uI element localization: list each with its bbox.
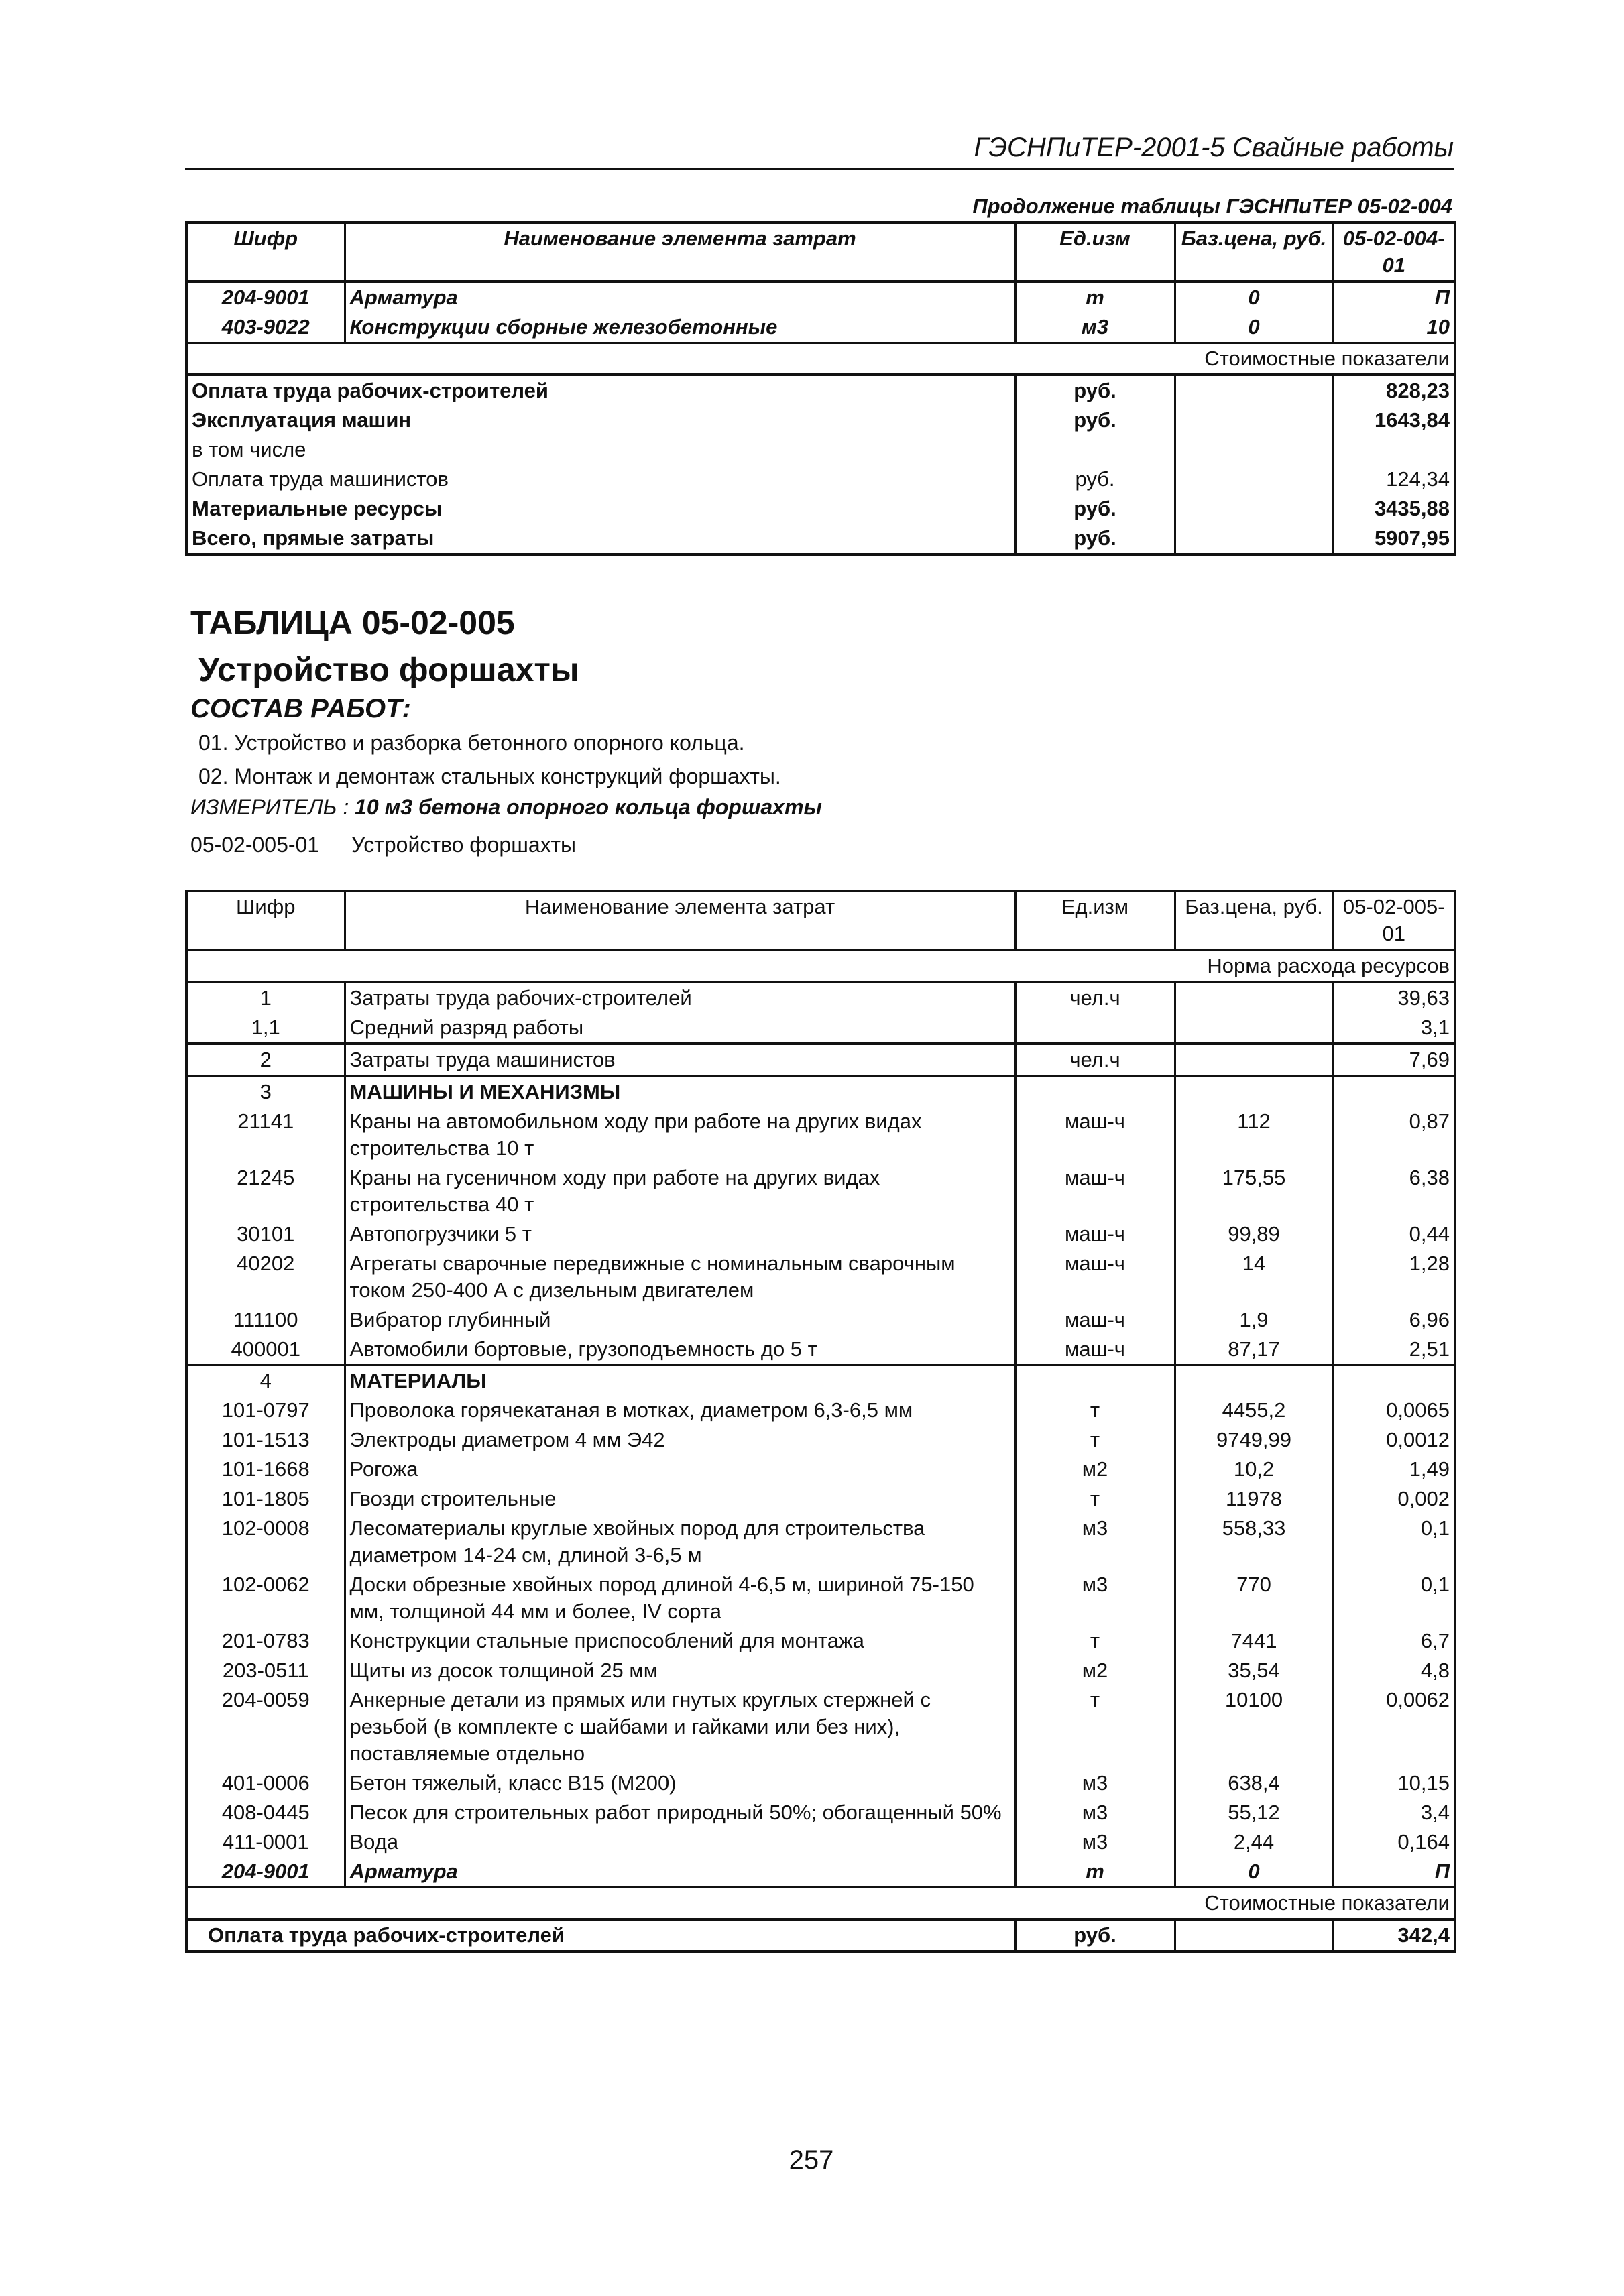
- cost-price: [1175, 375, 1333, 406]
- cell-norm: 0,0012: [1333, 1425, 1455, 1455]
- cost-name: Оплата труда машинистов: [192, 467, 449, 491]
- cost-row: [186, 435, 1455, 465]
- section-label: Стоимостные показатели: [1204, 1891, 1450, 1915]
- cell-code: 400001: [231, 1337, 300, 1361]
- cell-unit: т: [1015, 282, 1175, 312]
- materials-list: [186, 1396, 1455, 1857]
- cell-name: Щиты из досок толщиной 25 мм: [345, 1656, 1015, 1685]
- table-header-row: [186, 223, 1455, 282]
- cost-value: 3435,88: [1333, 494, 1455, 524]
- table-row: [186, 1455, 1455, 1484]
- table-row: [186, 1514, 1455, 1570]
- section-label-row: [186, 1888, 1455, 1920]
- cost-row: [186, 494, 1455, 524]
- cell-price: 0: [1175, 312, 1333, 343]
- cell-unit: маш-ч: [1015, 1335, 1175, 1366]
- cell-price: 2,44: [1175, 1827, 1333, 1857]
- col-header-code: Шифр: [236, 895, 296, 918]
- cell-code: 1: [259, 986, 272, 1010]
- table-row: [186, 1827, 1455, 1857]
- cell-unit: т: [1015, 1484, 1175, 1514]
- cell-unit: т: [1015, 1857, 1175, 1888]
- cell-norm: 1,49: [1333, 1455, 1455, 1484]
- cost-price: [1175, 435, 1333, 465]
- table-row: [186, 1768, 1455, 1798]
- col-header-unit: Ед.изм: [1015, 891, 1175, 950]
- cell-code: 3: [259, 1080, 272, 1103]
- table-05-02-004-continuation: [185, 221, 1456, 556]
- cell-norm: 0,1: [1333, 1570, 1455, 1626]
- cell-norm: 2,51: [1333, 1335, 1455, 1366]
- table-continuation-caption: Продолжение таблицы ГЭСНПиТЕР 05-02-004: [972, 194, 1452, 218]
- table-row: [186, 1013, 1455, 1044]
- cell-norm: 0,164: [1333, 1827, 1455, 1857]
- cell-norm: 0,002: [1333, 1484, 1455, 1514]
- cell-name: Затраты труда машинистов: [345, 1044, 1015, 1076]
- cell-price: 0: [1175, 1857, 1333, 1888]
- header-rule: [185, 168, 1454, 170]
- cost-value: 5907,95: [1333, 524, 1455, 554]
- cell-price: 35,54: [1175, 1656, 1333, 1685]
- cell-price: 4455,2: [1175, 1396, 1333, 1425]
- table-row: [186, 1798, 1455, 1827]
- cell-price: 770: [1175, 1570, 1333, 1626]
- cell-price: [1175, 1044, 1333, 1076]
- measure-label: ИЗМЕРИТЕЛЬ :: [190, 795, 349, 819]
- cell-norm: 0,0062: [1333, 1685, 1455, 1768]
- col-header-unit: Ед.изм: [1015, 223, 1175, 282]
- group-header-row: [186, 1076, 1455, 1107]
- cost-unit: руб.: [1015, 465, 1175, 494]
- cost-unit: руб.: [1015, 524, 1175, 554]
- cell-norm: 6,38: [1333, 1163, 1455, 1219]
- cell-code: 201-0783: [221, 1629, 310, 1652]
- cell-price: 1,9: [1175, 1305, 1333, 1335]
- page-number: 257: [789, 2145, 834, 2175]
- cell-norm: 0,1: [1333, 1514, 1455, 1570]
- cell-code: 101-1668: [221, 1457, 310, 1481]
- cell-code: 101-1805: [221, 1487, 310, 1510]
- cost-name: Эксплуатация машин: [192, 408, 412, 432]
- table-row: [186, 982, 1455, 1013]
- cell-price: 99,89: [1175, 1219, 1333, 1249]
- cell-unit: м3: [1015, 1570, 1175, 1626]
- cell-price: 175,55: [1175, 1163, 1333, 1219]
- cell-name: Вода: [345, 1827, 1015, 1857]
- cell-name: Рогожа: [345, 1455, 1015, 1484]
- cost-price: [1175, 465, 1333, 494]
- measure-value: 10 м3 бетона опорного кольца форшахты: [355, 795, 822, 819]
- cost-unit: руб.: [1015, 406, 1175, 435]
- cost-value: 124,34: [1333, 465, 1455, 494]
- cell-code: 204-9001: [221, 1860, 310, 1883]
- cell-name: Краны на автомобильном ходу при работе на других видах строительства 10 т: [345, 1107, 1015, 1163]
- cell-norm: 0,87: [1333, 1107, 1455, 1163]
- cell-unit: т: [1015, 1425, 1175, 1455]
- cost-price: [1175, 1919, 1333, 1951]
- table-row: [186, 312, 1455, 343]
- cell-price: 10,2: [1175, 1455, 1333, 1484]
- cell-unit: м3: [1015, 312, 1175, 343]
- col-header-code: Шифр: [233, 227, 298, 250]
- cell-code: 101-1513: [221, 1428, 310, 1451]
- cell-norm: 0,44: [1333, 1219, 1455, 1249]
- cell-unit: маш-ч: [1015, 1249, 1175, 1305]
- cost-name: Всего, прямые затраты: [192, 526, 434, 550]
- cell-code: 408-0445: [221, 1801, 310, 1824]
- cost-unit: руб.: [1015, 494, 1175, 524]
- cell-code: 403-9022: [221, 315, 310, 339]
- section-label: Норма расхода ресурсов: [1207, 954, 1450, 977]
- col-header-name: Наименование элемента затрат: [345, 891, 1015, 950]
- cost-unit: руб.: [1015, 1919, 1175, 1951]
- measure-line: [190, 795, 822, 820]
- machines-list: [186, 1107, 1455, 1366]
- cost-row: [186, 1919, 1455, 1951]
- cost-price: [1175, 524, 1333, 554]
- cell-norm: 0,0065: [1333, 1396, 1455, 1425]
- cell-norm: 10,15: [1333, 1768, 1455, 1798]
- cost-unit: руб.: [1015, 375, 1175, 406]
- table-05-02-005: [185, 890, 1456, 1953]
- cell-price: [1175, 1013, 1333, 1044]
- group-title: МАШИНЫ И МЕХАНИЗМЫ: [345, 1076, 1015, 1107]
- table-row: [186, 1107, 1455, 1163]
- cell-unit: маш-ч: [1015, 1107, 1175, 1163]
- cell-code: 411-0001: [222, 1830, 309, 1854]
- section-label: Стоимостные показатели: [1204, 347, 1450, 370]
- cell-code: 204-9001: [221, 286, 310, 309]
- cost-row: [186, 524, 1455, 554]
- cell-price: 11978: [1175, 1484, 1333, 1514]
- cell-name: Автопогрузчики 5 т: [345, 1219, 1015, 1249]
- cell-norm: 6,96: [1333, 1305, 1455, 1335]
- cost-value: 1643,84: [1333, 406, 1455, 435]
- table-row: [186, 1484, 1455, 1514]
- table-row: [186, 1626, 1455, 1656]
- cell-name: Лесоматериалы круглые хвойных пород для строительства диаметром 14-24 см, длиной 3-6,5 м: [345, 1514, 1015, 1570]
- group-header-row: [186, 1366, 1455, 1396]
- cell-norm: 7,69: [1333, 1044, 1455, 1076]
- table-row: [186, 1305, 1455, 1335]
- cell-unit: м3: [1015, 1798, 1175, 1827]
- cost-row: [186, 465, 1455, 494]
- cell-price: 638,4: [1175, 1768, 1333, 1798]
- cell-name: Конструкции сборные железобетонные: [345, 312, 1015, 343]
- cell-name: Проволока горячекатаная в мотках, диаметром 6,3-6,5 мм: [345, 1396, 1015, 1425]
- cell-price: 7441: [1175, 1626, 1333, 1656]
- cell-norm: 3,4: [1333, 1798, 1455, 1827]
- cell-norm: 6,7: [1333, 1626, 1455, 1656]
- norm-code: 05-02-005-01: [190, 833, 320, 857]
- cell-code: 102-0062: [221, 1573, 310, 1596]
- cell-code: 40202: [237, 1252, 295, 1275]
- cell-unit: м3: [1015, 1827, 1175, 1857]
- cell-code: 21245: [237, 1166, 295, 1189]
- col-header-price: Баз.цена, руб.: [1175, 891, 1333, 950]
- cell-unit: т: [1015, 1685, 1175, 1768]
- cell-code: 102-0008: [221, 1516, 310, 1540]
- cell-name: Краны на гусеничном ходу при работе на других видах строительства 40 т: [345, 1163, 1015, 1219]
- section-label-row: [186, 343, 1455, 375]
- table-row: [186, 1044, 1455, 1076]
- table-row: [186, 1857, 1455, 1888]
- cost-value: [1333, 435, 1455, 465]
- cell-name: Доски обрезные хвойных пород длиной 4-6,5 м, шириной 75-150 мм, толщиной 44 мм и более, IV сорта: [345, 1570, 1015, 1626]
- cell-name: Песок для строительных работ природный 50%; обогащенный 50%: [345, 1798, 1015, 1827]
- cell-price: 112: [1175, 1107, 1333, 1163]
- cell-price: [1175, 982, 1333, 1013]
- cost-price: [1175, 406, 1333, 435]
- cell-price: 0: [1175, 282, 1333, 312]
- table-number-title: ТАБЛИЦА 05-02-005: [190, 604, 515, 642]
- cell-price: 10100: [1175, 1685, 1333, 1768]
- table-row: [186, 1425, 1455, 1455]
- norm-code-line: [190, 833, 576, 857]
- table-row: [186, 1163, 1455, 1219]
- cell-unit: м2: [1015, 1455, 1175, 1484]
- cell-code: 204-0059: [221, 1688, 310, 1711]
- cell-unit: м3: [1015, 1514, 1175, 1570]
- cell-code: 401-0006: [221, 1771, 310, 1795]
- cell-name: Гвозди строительные: [345, 1484, 1015, 1514]
- cell-code: 30101: [237, 1222, 295, 1246]
- cell-norm: 3,1: [1333, 1013, 1455, 1044]
- cell-code: 111100: [233, 1308, 298, 1331]
- cell-name: Арматура: [345, 282, 1015, 312]
- table-row: [186, 1219, 1455, 1249]
- cost-value: 828,23: [1333, 375, 1455, 406]
- cell-name: Автомобили бортовые, грузоподъемность до 5 т: [345, 1335, 1015, 1366]
- cell-name: Арматура: [345, 1857, 1015, 1888]
- table-row: [186, 1396, 1455, 1425]
- cell-name: Средний разряд работы: [345, 1013, 1015, 1044]
- cell-code: 203-0511: [222, 1658, 309, 1682]
- cell-unit: маш-ч: [1015, 1219, 1175, 1249]
- cell-name: Затраты труда рабочих-строителей: [345, 982, 1015, 1013]
- cell-code: 4: [259, 1369, 272, 1392]
- col-header-price: Баз.цена, руб.: [1175, 223, 1333, 282]
- table-header-row: [186, 891, 1455, 950]
- table-row: [186, 282, 1455, 312]
- group-title: МАТЕРИАЛЫ: [345, 1366, 1015, 1396]
- cell-price: 9749,99: [1175, 1425, 1333, 1455]
- cell-name: Вибратор глубинный: [345, 1305, 1015, 1335]
- cell-unit: чел.ч: [1015, 982, 1175, 1013]
- cell-code: 2: [259, 1048, 272, 1071]
- cell-name: Бетон тяжелый, класс В15 (М200): [345, 1768, 1015, 1798]
- cell-unit: [1015, 1013, 1175, 1044]
- cost-value: 342,4: [1333, 1919, 1455, 1951]
- table-row: [186, 1656, 1455, 1685]
- cell-norm: 10: [1333, 312, 1455, 343]
- section-label-row: [186, 950, 1455, 982]
- cell-unit: т: [1015, 1396, 1175, 1425]
- page-header: ГЭСНПиТЕР-2001-5 Свайные работы: [974, 133, 1454, 162]
- cost-unit: [1015, 435, 1175, 465]
- cell-price: 87,17: [1175, 1335, 1333, 1366]
- work-item: 01. Устройство и разборка бетонного опорного кольца.: [198, 731, 745, 755]
- norm-code-name: Устройство форшахты: [351, 833, 576, 857]
- cell-price: 55,12: [1175, 1798, 1333, 1827]
- cell-unit: м2: [1015, 1656, 1175, 1685]
- cell-unit: маш-ч: [1015, 1305, 1175, 1335]
- cell-unit: маш-ч: [1015, 1163, 1175, 1219]
- cost-name: Оплата труда рабочих-строителей: [208, 1923, 565, 1947]
- cell-unit: чел.ч: [1015, 1044, 1175, 1076]
- table-row: [186, 1249, 1455, 1305]
- cell-name: Агрегаты сварочные передвижные с номинальным сварочным током 250-400 А с дизельным двигателем: [345, 1249, 1015, 1305]
- cost-name: в том числе: [192, 438, 306, 461]
- cell-norm: 39,63: [1333, 982, 1455, 1013]
- cell-price: 14: [1175, 1249, 1333, 1305]
- cell-price: 558,33: [1175, 1514, 1333, 1570]
- table-row: [186, 1335, 1455, 1366]
- cell-norm: П: [1333, 282, 1455, 312]
- col-header-norm: 05-02-005-01: [1333, 891, 1455, 950]
- cost-name: Материальные ресурсы: [192, 497, 443, 520]
- cell-norm: 4,8: [1333, 1656, 1455, 1685]
- cell-code: 1,1: [251, 1016, 280, 1039]
- cell-name: Конструкции стальные приспособлений для монтажа: [345, 1626, 1015, 1656]
- cell-code: 101-0797: [221, 1398, 310, 1422]
- cell-name: Анкерные детали из прямых или гнутых круглых стержней с резьбой (в комплекте с шайбами и гайками или без них), поставляемые отдельно: [345, 1685, 1015, 1768]
- col-header-norm: 05-02-004-01: [1333, 223, 1455, 282]
- cell-norm: 1,28: [1333, 1249, 1455, 1305]
- cost-name: Оплата труда рабочих-строителей: [192, 379, 548, 402]
- col-header-name: Наименование элемента затрат: [345, 223, 1015, 282]
- cell-name: Электроды диаметром 4 мм Э42: [345, 1425, 1015, 1455]
- cell-unit: т: [1015, 1626, 1175, 1656]
- table-name-title: Устройство форшахты: [198, 651, 579, 688]
- table-row: [186, 1570, 1455, 1626]
- cell-norm: П: [1333, 1857, 1455, 1888]
- cost-row: [186, 375, 1455, 406]
- cost-price: [1175, 494, 1333, 524]
- cell-code: 21141: [237, 1109, 294, 1133]
- work-item: 02. Монтаж и демонтаж стальных конструкций форшахты.: [198, 764, 781, 788]
- work-composition-label: СОСТАВ РАБОТ:: [190, 694, 411, 723]
- table-row: [186, 1685, 1455, 1768]
- cell-unit: м3: [1015, 1768, 1175, 1798]
- cost-row: [186, 406, 1455, 435]
